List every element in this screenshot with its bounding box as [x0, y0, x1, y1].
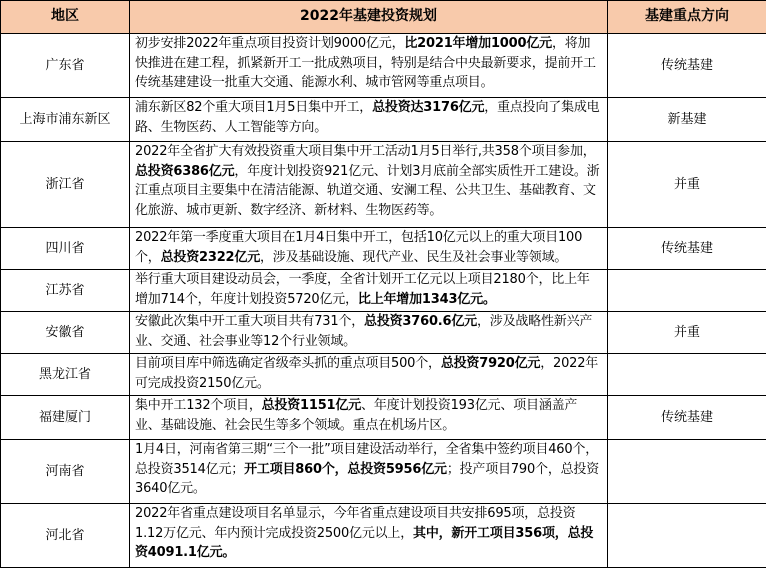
focus-cell: 传统基建 [608, 34, 766, 98]
plan-text: ，年度计划投资921亿元、计划3月底前全部实质性开工建设。浙江重点项目主要集中在清洁能源、轨道交通、安澜工程、公共卫生、基础教育、文化旅游、城市更新、数字经济、新材料、生物医药等。 [135, 163, 600, 218]
region-cell: 江苏省 [1, 270, 130, 312]
highlight-text: 其中，新开工项目356项，总投资4091.1亿元。 [135, 525, 594, 560]
highlight-text: 总投资6386亿元 [135, 163, 235, 179]
focus-cell: 传统基建 [608, 228, 766, 270]
table-row [1, 504, 766, 568]
plan-text: ，2022年可完成投资2150亿元。 [135, 356, 599, 391]
region-cell: 上海市浦东新区 [1, 98, 130, 142]
plan-detail-cell [130, 354, 608, 396]
plan-text: 目前项目库中筛选确定省级牵头抓的重点项目500个， [135, 356, 441, 371]
region-cell: 福建厦门 [1, 396, 130, 440]
region-cell: 河北省 [1, 504, 130, 568]
focus-cell: 新基建 [608, 98, 766, 142]
focus-cell [608, 354, 766, 396]
focus-cell: 并重 [608, 142, 766, 228]
highlight-text: 总投资2322亿元 [160, 249, 260, 265]
plan-text: 初步安排2022年重点项目投资计划9000亿元， [135, 36, 405, 51]
table-row [1, 440, 766, 504]
header-plan: 2022年基建投资规划 [130, 1, 608, 34]
plan-detail-cell [130, 440, 608, 504]
table-row [1, 228, 766, 270]
plan-text: ，涉及战略性新兴产业、交通、社会事业等12个行业领域。 [135, 314, 593, 349]
region-cell: 安徽省 [1, 312, 130, 354]
highlight-text: 总投资3760.6亿元 [364, 314, 477, 329]
focus-cell [608, 440, 766, 504]
focus-cell [608, 504, 766, 568]
plan-text: ，涉及基础设施、现代产业、民生及社会事业等领域。 [260, 249, 568, 265]
plan-text: 集中开工132个项目， [135, 398, 262, 413]
highlight-text: 总投资1151亿元 [261, 398, 362, 413]
plan-text: 2022年第一季度重大项目在1月4日集中开工，包括10亿元以上的重大项目100个， [135, 230, 583, 265]
plan-detail-cell [130, 504, 608, 568]
plan-detail-cell [130, 270, 608, 312]
table-row [1, 142, 766, 228]
table-row [1, 98, 766, 142]
plan-detail-cell [130, 98, 608, 142]
region-cell: 浙江省 [1, 142, 130, 228]
header-region: 地区 [1, 1, 130, 34]
header-focus: 基建重点方向 [608, 1, 766, 34]
table-row [1, 312, 766, 354]
plan-detail-cell [130, 312, 608, 354]
region-cell: 广东省 [1, 34, 130, 98]
plan-text: ，将加快推进在建工程，抓紧新开工一批成熟项目，特别是结合中央最新要求，提前开工传统基建建设一批重大交通、能源水利、城市管网等重点项目。 [135, 36, 596, 90]
focus-cell [608, 270, 766, 312]
highlight-text: 比上年增加1343亿元。 [357, 291, 496, 307]
plan-detail-cell [130, 142, 608, 228]
plan-text: 浦东新区82个重大项目1月5日集中开工， [135, 100, 373, 115]
table-header-row [1, 1, 766, 34]
plan-text: 举行重大项目建设动员会，一季度，全省计划开工亿元以上项目2180个，比上年增加714个，年度计划投资5720亿元， [135, 272, 590, 307]
plan-detail-cell [130, 34, 608, 98]
focus-cell: 并重 [608, 312, 766, 354]
plan-detail-cell [130, 228, 608, 270]
table-row [1, 270, 766, 312]
highlight-text: 总投资7920亿元 [440, 356, 541, 371]
region-cell: 河南省 [1, 440, 130, 504]
table-row [1, 354, 766, 396]
table-body [1, 34, 766, 568]
region-cell: 黑龙江省 [1, 354, 130, 396]
plan-text: 安徽此次集中开工重大项目共有731个， [135, 314, 365, 329]
plan-text: 2022年省重点建设项目名单显示，今年省重点建设项目共安排695项，总投资1.12万亿元、年内预计完成投资2500亿元以上， [135, 506, 576, 541]
highlight-text: 开工项目860个，总投资5956亿元 [244, 461, 447, 477]
plan-text: 1月4日，河南省第三期“三个一批”项目建设活动举行，全省集中签约项目460个，总投资3514亿元； [135, 442, 599, 477]
plan-text: ，重点投向了集成电路、生物医药、人工智能等方向。 [135, 100, 600, 135]
plan-detail-cell [130, 396, 608, 440]
table-row [1, 34, 766, 98]
plan-text: 2022年全省扩大有效投资重大项目集中开工活动1月5日举行,共358个项目参加， [135, 144, 596, 159]
region-cell: 四川省 [1, 228, 130, 270]
plan-text: 、年度计划投资193亿元、项目涵盖产业、基础设施、社会民生等多个领域。重点在机场片区。 [135, 398, 578, 433]
highlight-text: 总投资达3176亿元 [372, 100, 485, 115]
highlight-text: 比2021年增加1000亿元 [404, 36, 552, 51]
table-row [1, 396, 766, 440]
plan-text: ；投产项目790个，总投资3640亿元。 [135, 461, 600, 496]
focus-cell: 传统基建 [608, 396, 766, 440]
